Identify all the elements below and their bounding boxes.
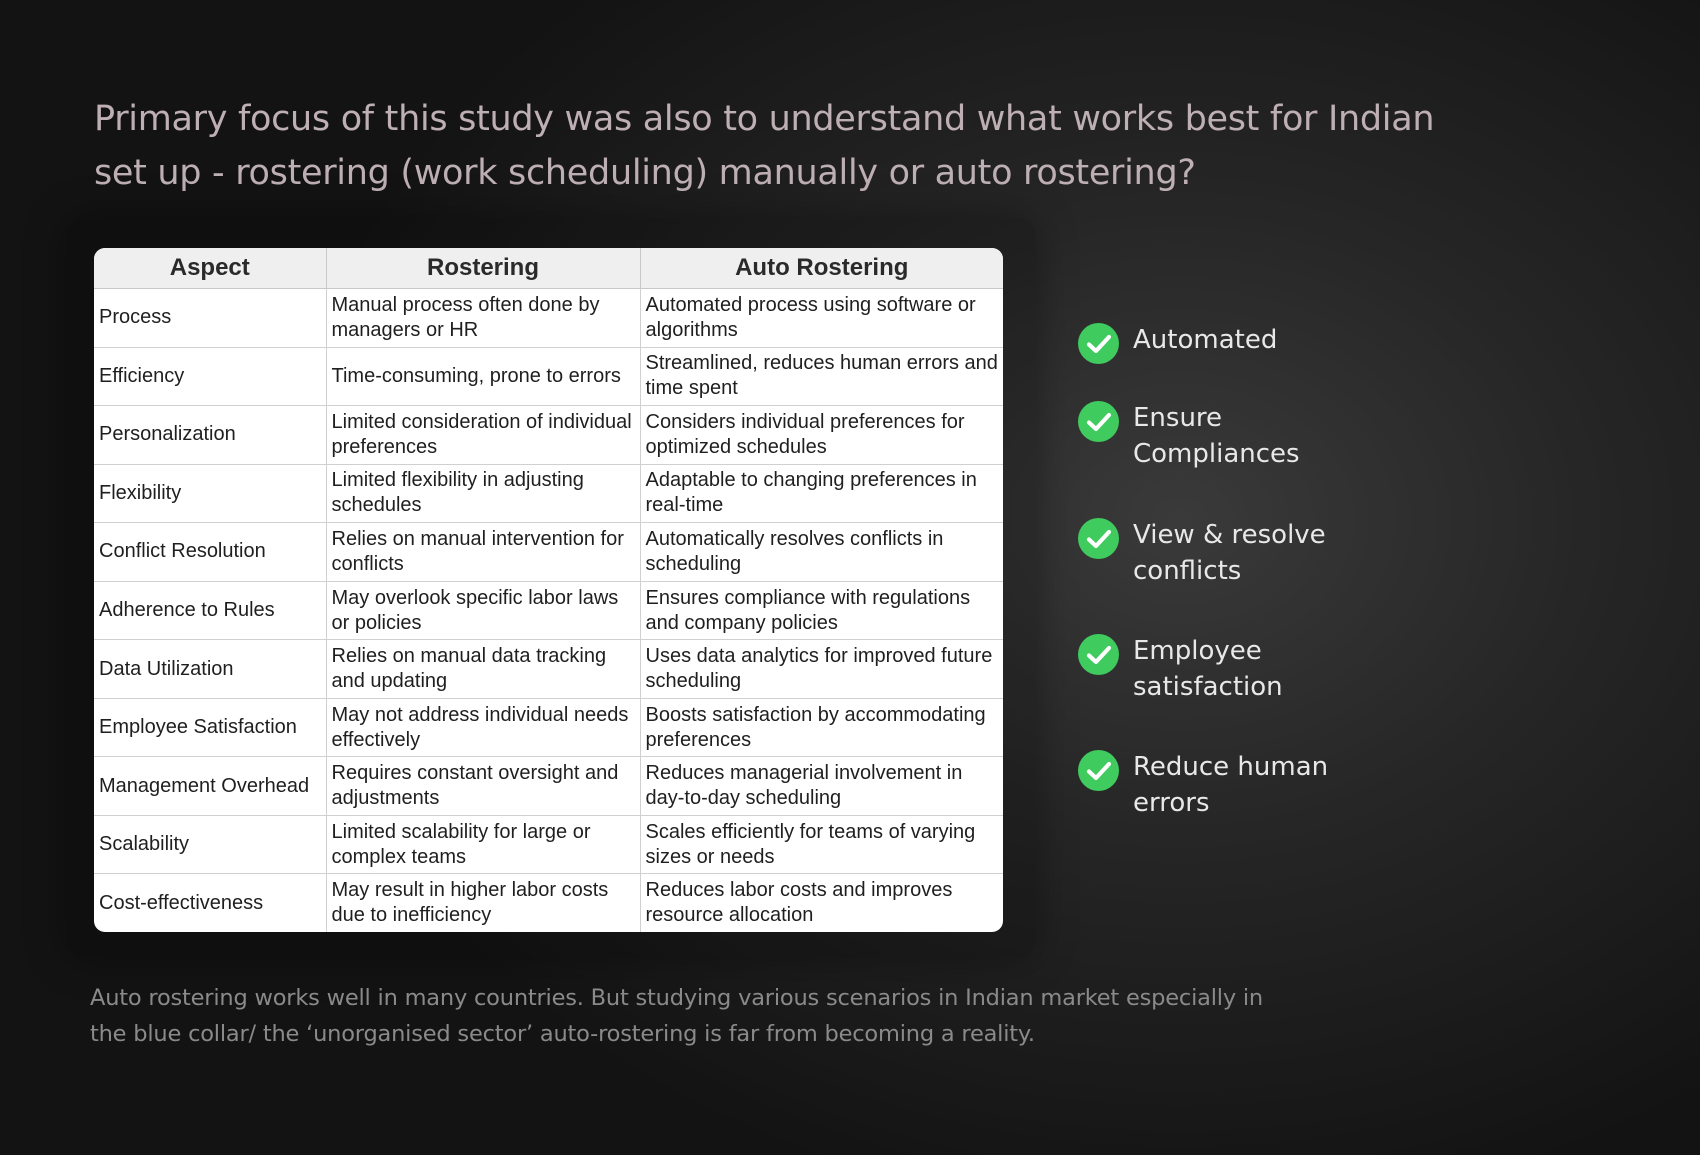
cell-aspect: Conflict Resolution	[94, 523, 326, 582]
table-row	[94, 581, 1003, 640]
table-row	[94, 757, 1003, 816]
benefit-label: Automated	[1133, 325, 1278, 355]
check-circle-icon	[1078, 634, 1119, 675]
table-row	[94, 815, 1003, 874]
benefit-label: Employee satisfaction	[1133, 636, 1283, 702]
cell-aspect: Scalability	[94, 815, 326, 874]
benefit-item-automated	[1078, 322, 1393, 364]
cell-auto-rostering: Streamlined, reduces human errors and time spent	[640, 347, 1003, 406]
check-circle-icon	[1078, 323, 1119, 364]
cell-rostering: Relies on manual data tracking and updating	[326, 640, 640, 699]
check-circle-icon	[1078, 401, 1119, 442]
table-row	[94, 289, 1003, 348]
header-rostering: Rostering	[326, 248, 640, 289]
cell-rostering: Limited consideration of individual preferences	[326, 406, 640, 465]
cell-auto-rostering: Adaptable to changing preferences in real-time	[640, 464, 1003, 523]
check-circle-icon	[1078, 750, 1119, 791]
table-row	[94, 640, 1003, 699]
cell-aspect: Employee Satisfaction	[94, 698, 326, 757]
header-aspect: Aspect	[94, 248, 326, 289]
cell-auto-rostering: Automated process using software or algorithms	[640, 289, 1003, 348]
benefit-item-errors	[1078, 749, 1393, 821]
cell-rostering: Requires constant oversight and adjustments	[326, 757, 640, 816]
header-auto-rostering: Auto Rostering	[640, 248, 1003, 289]
comparison-table	[94, 248, 1003, 932]
table-header-row	[94, 248, 1003, 289]
cell-aspect: Adherence to Rules	[94, 581, 326, 640]
cell-rostering: Time-consuming, prone to errors	[326, 347, 640, 406]
cell-auto-rostering: Considers individual preferences for optimized schedules	[640, 406, 1003, 465]
footnote: Auto rostering works well in many countries. But studying various scenarios in Indian market especially in the blue collar/ the ‘unorganised sector’ auto-rostering is far from becoming a reality.	[90, 985, 1263, 1047]
cell-aspect: Cost-effectiveness	[94, 874, 326, 932]
table-row	[94, 464, 1003, 523]
table-row	[94, 874, 1003, 932]
benefit-item-compliances	[1078, 400, 1393, 472]
table-row	[94, 406, 1003, 465]
cell-aspect: Process	[94, 289, 326, 348]
cell-auto-rostering: Uses data analytics for improved future scheduling	[640, 640, 1003, 699]
cell-rostering: Manual process often done by managers or HR	[326, 289, 640, 348]
benefit-label: Ensure Compliances	[1133, 403, 1300, 469]
benefit-label: View & resolve conflicts	[1133, 520, 1326, 586]
cell-aspect: Management Overhead	[94, 757, 326, 816]
comparison-table-card	[94, 248, 1003, 932]
cell-auto-rostering: Reduces managerial involvement in day-to-day scheduling	[640, 757, 1003, 816]
table-row	[94, 698, 1003, 757]
cell-auto-rostering: Reduces labor costs and improves resource allocation	[645, 879, 953, 927]
cell-auto-rostering: Boosts satisfaction by accommodating preferences	[640, 698, 1003, 757]
table-row	[94, 347, 1003, 406]
cell-rostering: Limited scalability for large or complex teams	[326, 815, 640, 874]
cell-rostering: May overlook specific labor laws or policies	[326, 581, 640, 640]
cell-rostering: Relies on manual intervention for conflicts	[326, 523, 640, 582]
cell-aspect: Data Utilization	[94, 640, 326, 699]
cell-rostering: Limited flexibility in adjusting schedules	[326, 464, 640, 523]
cell-aspect: Personalization	[94, 406, 326, 465]
cell-aspect: Efficiency	[94, 347, 326, 406]
check-circle-icon	[1078, 518, 1119, 559]
cell-auto-rostering: Scales efficiently for teams of varying sizes or needs	[640, 815, 1003, 874]
table-row	[94, 523, 1003, 582]
page-headline: Primary focus of this study was also to understand what works best for Indian set up - rostering (work scheduling) manually or auto rostering?	[94, 99, 1435, 193]
cell-auto-rostering: Automatically resolves conflicts in scheduling	[640, 523, 1003, 582]
benefit-label: Reduce human errors	[1133, 752, 1329, 818]
benefit-item-satisfaction	[1078, 633, 1393, 705]
cell-rostering: May result in higher labor costs due to inefficiency	[326, 874, 640, 932]
cell-rostering: May not address individual needs effectively	[326, 698, 640, 757]
cell-aspect: Flexibility	[94, 464, 326, 523]
cell-auto-rostering: Ensures compliance with regulations and company policies	[640, 581, 1003, 640]
benefit-item-conflicts	[1078, 517, 1393, 589]
